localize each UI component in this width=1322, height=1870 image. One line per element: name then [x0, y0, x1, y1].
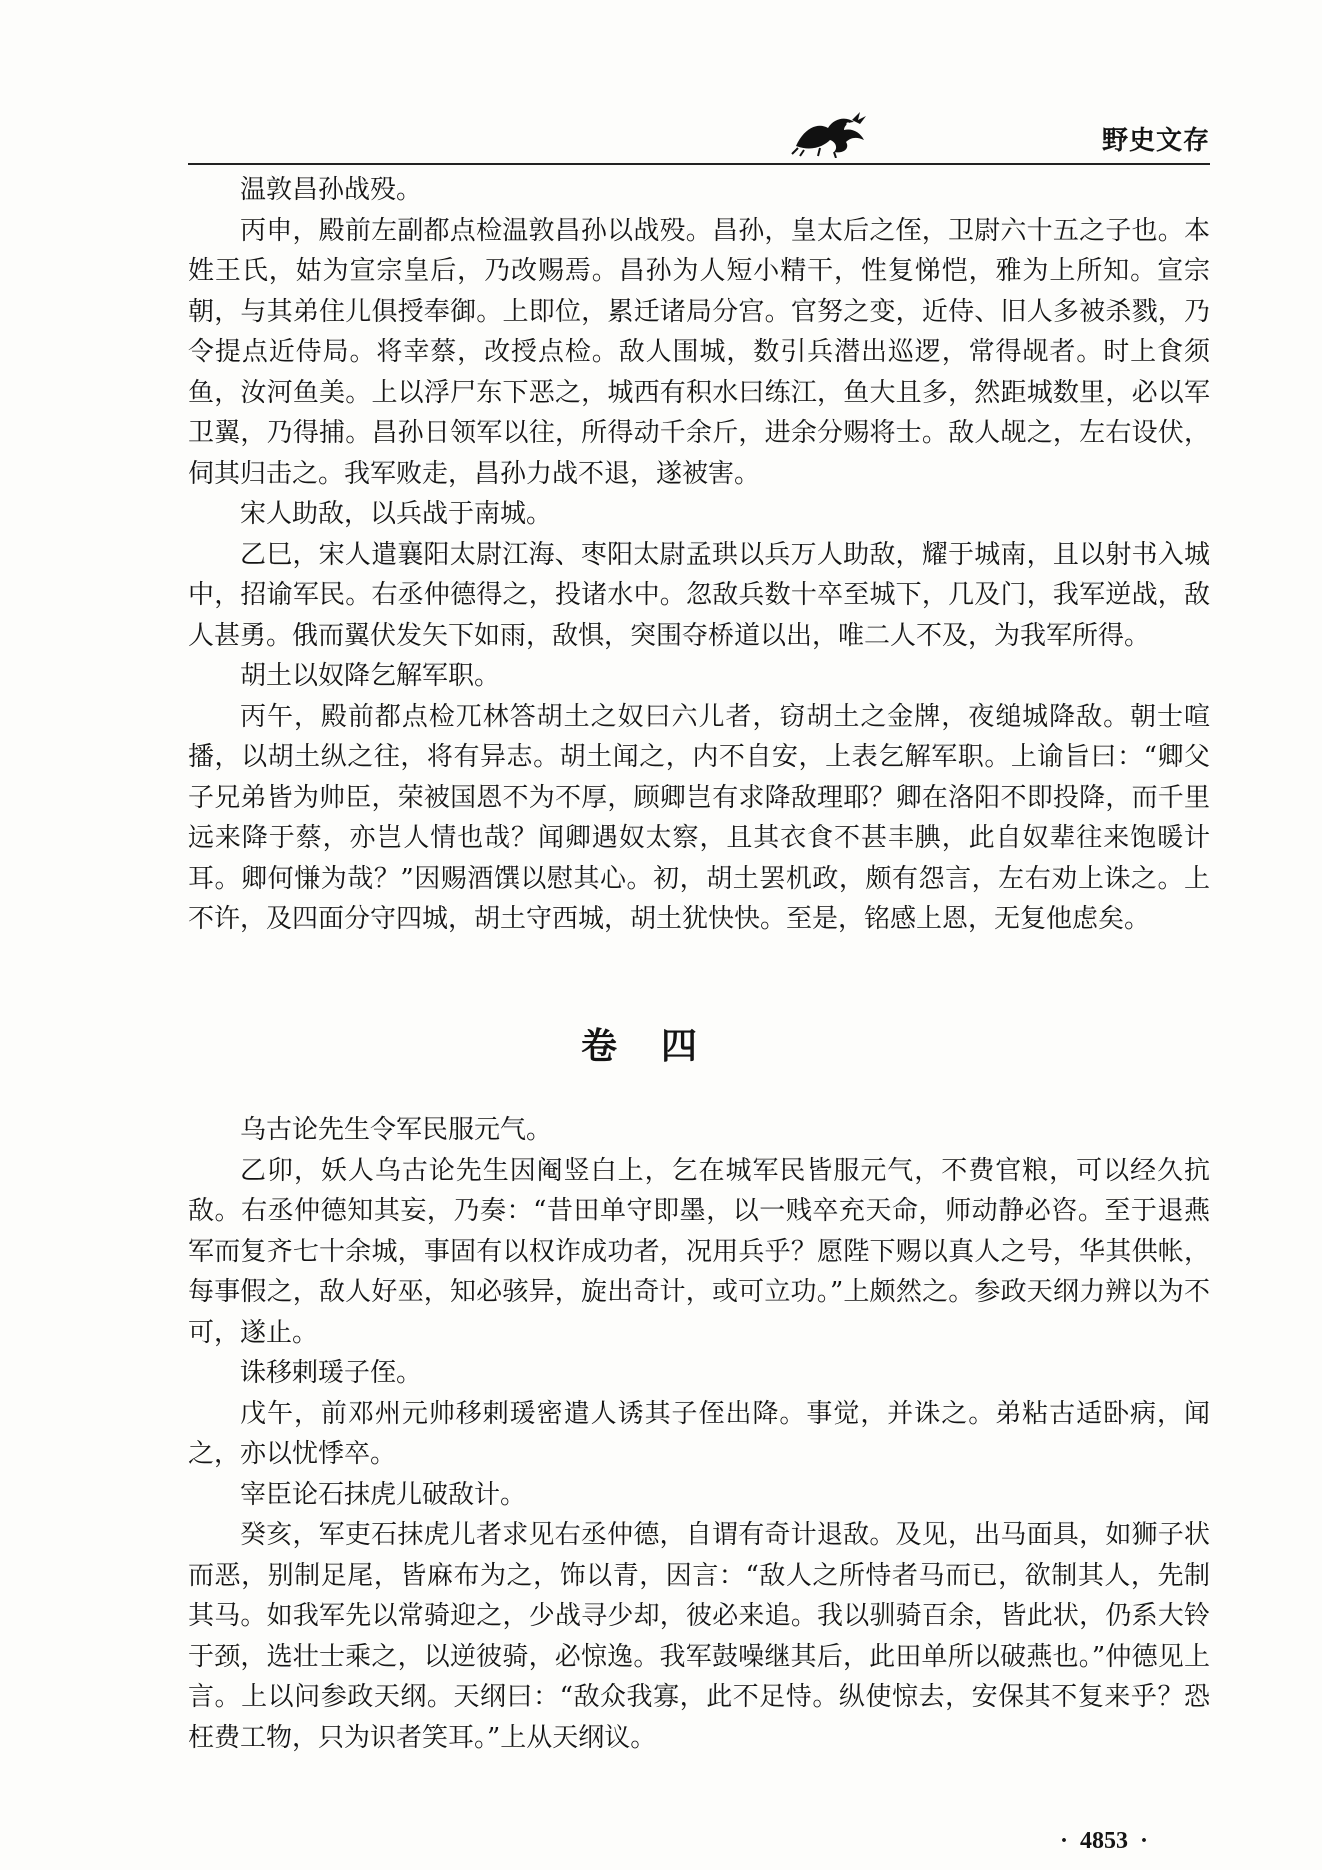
- page-number: · 4853 ·: [1060, 1828, 1149, 1854]
- heading-shimo-huer: 宰臣论石抹虎儿破敌计。: [240, 1479, 527, 1510]
- paragraph-bingwu: 丙午，殿前都点检兀林答胡土之奴曰六儿者，窃胡土之金牌，夜缒城降敌。朝士喧播，以胡土纵之往，将有异志。胡土闻之，内不自安，上表乞解军职。上谕旨曰：“卿父子兄弟皆为帅臣，荣被国恩不为不厚，顾卿岂有求降敌理耶？卿在洛阳不即投降，而千里远来降于蔡，亦岂人情也哉？闻卿遇奴太察，且其衣食不甚丰腆，此自奴辈往来饱暖计耳。卿何慊为哉？”因赐酒馔以慰其心。初，胡土罢机政，颇有怨言，左右劝上诛之。上不许，及四面分守四城，胡土守西城，胡土犹快快。至是，铭感上恩，无复他虑矣。: [188, 701, 1210, 934]
- paragraph-yisi: 乙巳，宋人遣襄阳太尉江海、枣阳太尉孟珙以兵万人助敌，耀于城南，且以射书入城中，招谕军民。右丞仲德得之，投诸水中。忽敌兵数十卒至城下，几及门，我军逆战，敌人甚勇。俄而翼伏发矢下如雨，敌惧，突围夺桥道以出，唯二人不及，为我军所得。: [188, 539, 1210, 651]
- paragraph-wuwu: 戊午，前邓州元帅移剌瑗密遣人诱其子侄出降。事觉，并诛之。弟粘古适卧病，闻之，亦以忧悸卒。: [188, 1398, 1210, 1469]
- paragraph-guihai: 癸亥，军吏石抹虎儿者求见右丞仲德，自谓有奇计退敌。及见，出马面具，如狮子状而恶，别制足尾，皆麻布为之，饰以青，因言：“敌人之所恃者马而已，欲制其人，先制其马。如我军先以常骑迎之，少战寻少却，彼必来追。我以驯骑百余，皆此状，仍系大铃于颈，选壮士乘之，以逆彼骑，必惊逸。我军鼓噪继其后，此田单所以破燕也。”仲德见上言。上以问参政天纲。天纲曰：“敌众我寡，此不足恃。纵使惊去，安保其不复来乎？恐枉费工物，只为识者笑耳。”上从天纲议。: [188, 1520, 1210, 1753]
- heading-yila-yuan: 诛移剌瑗子侄。: [240, 1358, 423, 1388]
- header-rule: [188, 163, 1210, 165]
- section-before-volume: [188, 170, 1210, 940]
- heading-hutu-resign: 胡土以奴降乞解军职。: [240, 661, 501, 691]
- heading-wendun-changsun: 温敦昌孙战殁。: [240, 175, 423, 205]
- dragon-icon: [790, 108, 870, 158]
- page-header: [790, 108, 1210, 158]
- heading-wugulun: 乌古论先生令军民服元气。: [240, 1115, 553, 1145]
- volume-title: 卷四: [580, 1026, 741, 1067]
- section-volume-four: [188, 1110, 1210, 1758]
- paragraph-bingshen: 丙申，殿前左副都点检温敦昌孙以战殁。昌孙，皇太后之侄，卫尉六十五之子也。本姓王氏，姑为宣宗皇后，乃改赐焉。昌孙为人短小精干，性复悌恺，雅为上所知。宣宗朝，与其弟住儿俱授奉御。上即位，累迁诸局分宫。官努之变，近侍、旧人多被杀戮，乃令提点近侍局。将幸蔡，改授点检。敌人围城，数引兵潜出巡逻，常得觇者。时上食须鱼，汝河鱼美。上以浮尸东下恶之，城西有积水曰练江，鱼大且多，然距城数里，必以军卫翼，乃得捕。昌孙日领军以往，所得动千余斤，进余分赐将士。敌人觇之，左右设伏，伺其归击之。我军败走，昌孙力战不退，遂被害。: [188, 215, 1210, 489]
- heading-song-assist: 宋人助敌，以兵战于南城。: [240, 499, 553, 529]
- paragraph-yimao: 乙卯，妖人乌古论先生因阉竖白上，乞在城军民皆服元气，不费官粮，可以经久抗敌。右丞仲德知其妄，乃奏：“昔田单守即墨，以一贱卒充天命，师动静必咨。至于退燕军而复齐七十余城，事固有以权诈成功者，况用兵乎？愿陛下赐以真人之号，华其供帐，每事假之，敌人好巫，知必骇异，旋出奇计，或可立功。”上颇然之。参政天纲力辨以为不可，遂止。: [188, 1155, 1210, 1348]
- header-title: 野史文存: [1101, 126, 1210, 156]
